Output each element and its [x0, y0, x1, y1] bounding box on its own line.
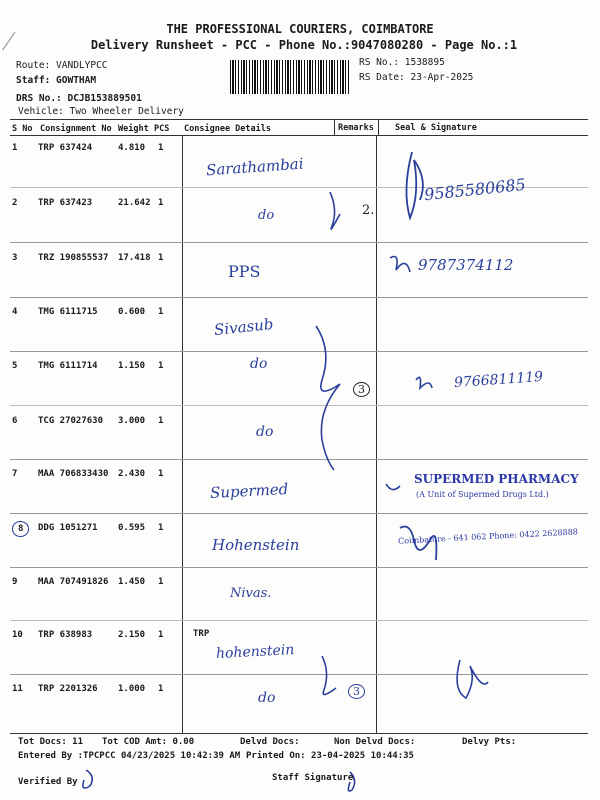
row-sno: 3	[12, 253, 18, 263]
non-delivered-docs: Non Delvd Docs:	[334, 737, 416, 747]
row-sno: 2	[12, 198, 18, 208]
signature-stroke	[406, 152, 422, 218]
col-consignment: Consignment No	[40, 124, 112, 134]
row-weight: 1.150	[118, 361, 146, 371]
rs-date: RS Date: 23-Apr-2025	[359, 72, 474, 83]
row-pcs: 1	[158, 630, 164, 640]
handwritten-name: PPS	[228, 262, 261, 281]
row-weight: 0.600	[118, 307, 146, 317]
handwritten-name: Supermed	[209, 479, 289, 503]
row-consignment: TRP 2201326	[38, 684, 98, 694]
verified-by-label: Verified By	[18, 777, 78, 787]
handwritten-remark: 2.	[362, 203, 375, 218]
brace-stroke	[316, 326, 340, 470]
stamp-title: SUPERMED PHARMACY	[414, 472, 579, 486]
col-weight: Weight	[118, 124, 149, 134]
staff-label: Staff: GOWTHAM	[16, 75, 97, 86]
total-docs: Tot Docs: 11	[18, 737, 84, 747]
delivery-points: Delvy Pts:	[462, 737, 517, 747]
row-pcs: 1	[158, 361, 164, 371]
row-sno: 4	[12, 307, 18, 317]
route-label: Route: VANDLYPCC	[16, 60, 108, 71]
row-sno: 10	[12, 630, 23, 640]
row-sno: 9	[12, 577, 18, 587]
handwritten-name: Hohenstein	[212, 536, 300, 554]
row-sno: 6	[12, 416, 18, 426]
handwritten-remark-circled: 3	[353, 382, 370, 397]
row-consignment: TCG 27027630	[38, 416, 104, 426]
row-consignment: TMG 6111715	[38, 307, 98, 317]
handwritten-name: Sivasub	[213, 314, 275, 340]
row-consignment: MAA 707491826	[38, 577, 109, 587]
company-title: THE PROFESSIONAL COURIERS, COIMBATORE	[166, 22, 434, 36]
row-weight: 21.642	[118, 198, 151, 208]
handwritten-phone: 9787374112	[418, 256, 514, 274]
col-seal: Seal & Signature	[395, 123, 477, 133]
handwritten-name: Sarathambai	[205, 154, 305, 180]
row-weight: 2.430	[118, 469, 146, 479]
signature-stroke	[457, 660, 488, 698]
row-consignment: TRP 637423	[38, 198, 93, 208]
handwritten-name: Nivas.	[230, 586, 272, 601]
stamp-line1: (A Unit of Supermed Drugs Ltd.)	[416, 490, 549, 499]
signature-stroke	[390, 257, 410, 273]
row-weight: 3.000	[118, 416, 146, 426]
row-pcs: 1	[158, 577, 164, 587]
col-consignee: Consignee Details	[184, 124, 271, 134]
delivered-docs: Delvd Docs:	[240, 737, 300, 747]
row-weight: 2.150	[118, 630, 146, 640]
entered-by: Entered By :TPCPCC 04/23/2025 10:42:39 AM	[18, 751, 241, 761]
handwritten-phone: 9766811119	[453, 368, 544, 392]
row-pcs: 1	[158, 523, 164, 533]
row-pcs: 1	[158, 253, 164, 263]
row-consignment: TRZ 190855537	[38, 253, 109, 263]
runsheet-subtitle: Delivery Runsheet - PCC - Phone No.:9047080280 - Page No.:1	[90, 38, 518, 52]
handwritten-ditto: do	[250, 356, 268, 372]
row-pcs: 1	[158, 469, 164, 479]
row-consignment: TRP 637424	[38, 143, 93, 153]
row-weight: 17.418	[118, 253, 151, 263]
signature-stroke	[416, 377, 432, 388]
staff-signature-label: Staff Signature	[272, 773, 354, 783]
col-pcs: PCS	[154, 124, 170, 134]
handwritten-remark-circled: 3	[348, 684, 365, 699]
brace-stroke	[322, 656, 336, 695]
row-consignment: MAA 706833430	[38, 469, 109, 479]
check-mark	[386, 484, 400, 490]
handwritten-phone: 9585580685	[423, 174, 527, 205]
row-pcs: 1	[158, 307, 164, 317]
row-sno: 5	[12, 361, 18, 371]
row-pcs: 1	[158, 143, 164, 153]
total-cod-amount: Tot COD Amt: 0.00	[102, 737, 195, 747]
row-pcs: 1	[158, 198, 164, 208]
handwritten-ditto: do	[256, 424, 274, 440]
row-sno-circled: 8	[12, 521, 29, 537]
col-remarks: Remarks	[338, 123, 374, 133]
row-consignee-text: TRP	[193, 629, 210, 639]
row-weight: 1.450	[118, 577, 146, 587]
drs-number: DRS No.: DCJB153889501	[16, 93, 142, 104]
row-pcs: 1	[158, 684, 164, 694]
brace-stroke	[330, 192, 340, 229]
stamp-line2: Coimbatore - 641 062 Phone: 0422 2628888	[397, 527, 579, 546]
row-sno: 1	[12, 143, 18, 153]
printed-on: Printed On: 23-04-2025 10:44:35	[246, 751, 414, 761]
row-consignment: TRP 638983	[38, 630, 93, 640]
row-sno: 11	[12, 684, 23, 694]
col-sno: S No	[12, 124, 33, 134]
handwritten-ditto: do	[258, 690, 276, 706]
handwritten-name: hohenstein	[215, 641, 295, 663]
row-pcs: 1	[158, 416, 164, 426]
row-consignment: DDG 1051271	[38, 523, 98, 533]
signature-stroke	[83, 770, 92, 788]
handwritten-ditto: do	[258, 208, 275, 223]
row-sno: 7	[12, 469, 18, 479]
vehicle-label: Vehicle: Two Wheeler Delivery	[18, 106, 184, 117]
row-weight: 4.810	[118, 143, 146, 153]
rs-number: RS No.: 1538895	[359, 57, 445, 68]
row-weight: 0.595	[118, 523, 146, 533]
row-weight: 1.000	[118, 684, 146, 694]
row-consignment: TMG 6111714	[38, 361, 98, 371]
